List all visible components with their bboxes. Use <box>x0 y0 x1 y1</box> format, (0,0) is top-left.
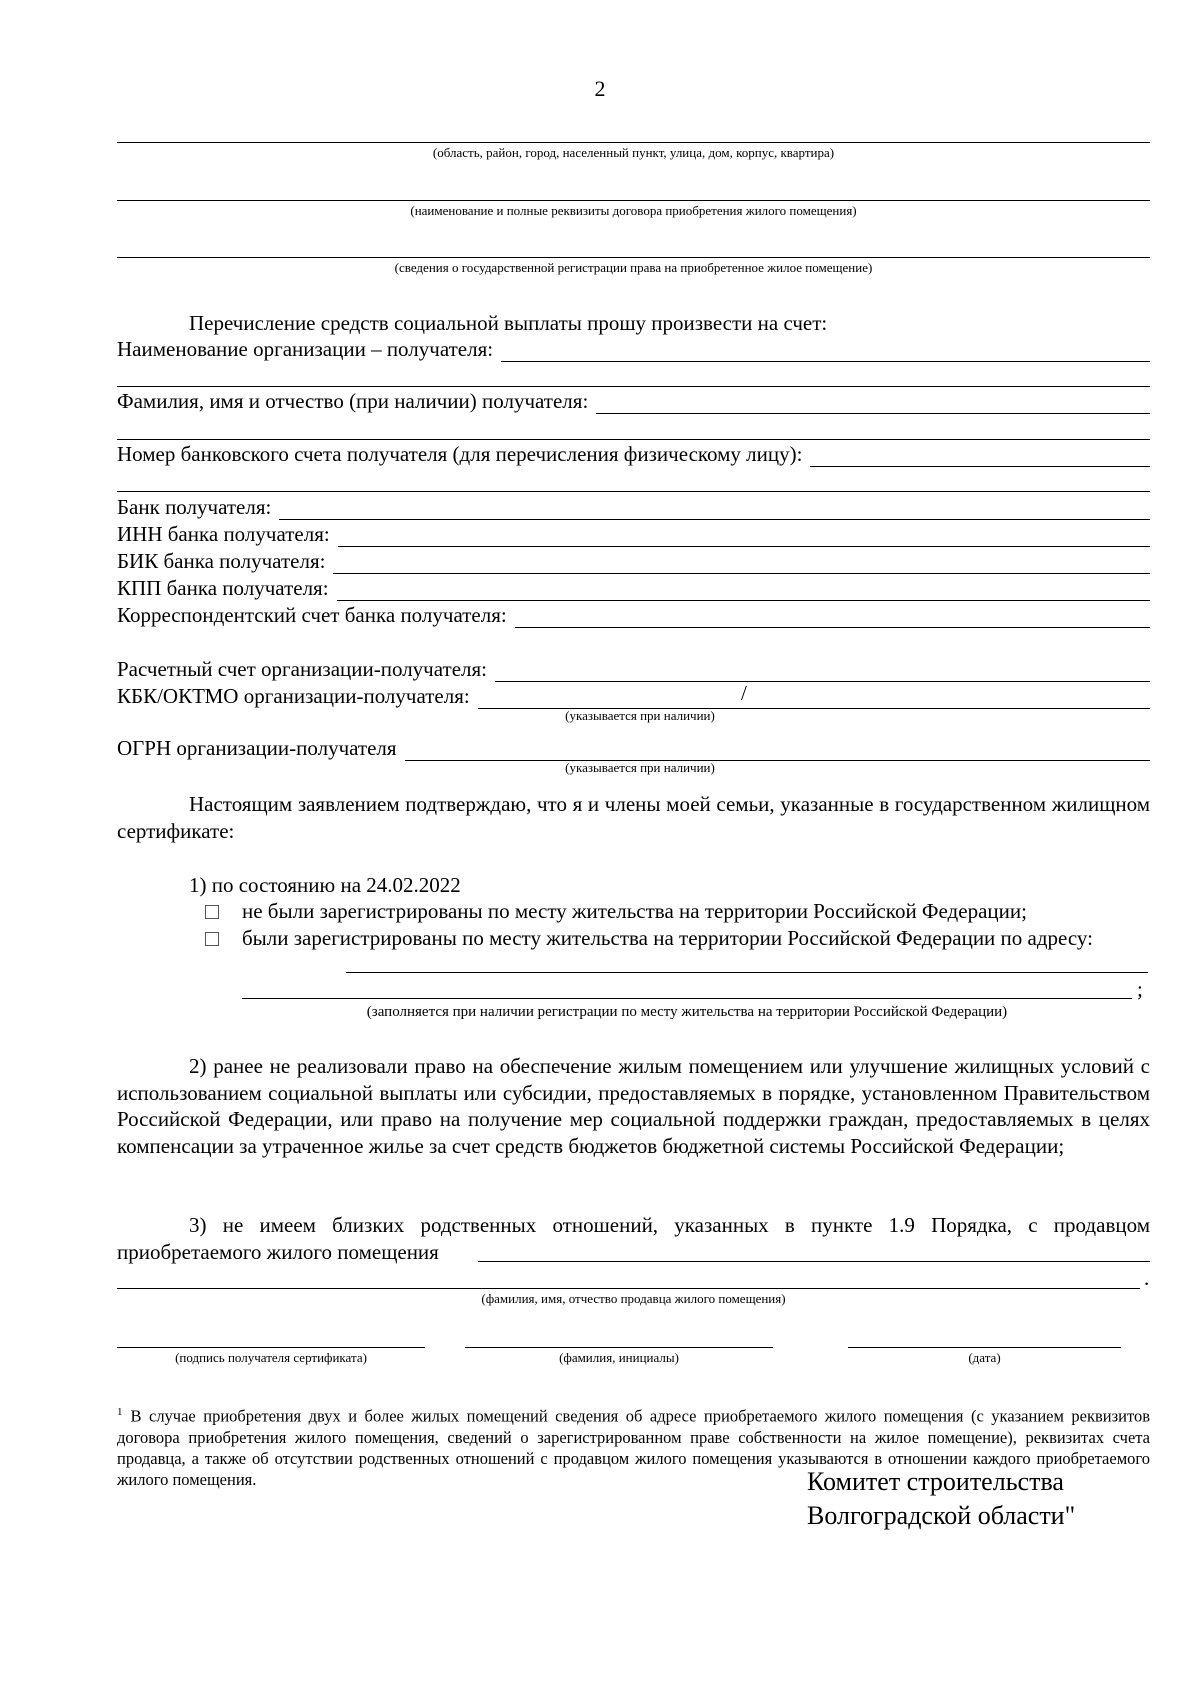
footnote-text: В случае приобретения двух и более жилых помещений сведения об адресе приобретаемого жилого помещения (с указанием реквизитов договора приобретения жилого помещения, сведений о зарегистрированном праве собственности на жилое помещение), реквизитах счета продавца, а также об отсутствии родственных отношений с продавцом жилого помещения указываются в отношении каждого приобретаемого жилого помещения. <box>117 1406 1150 1489</box>
contract-caption: (наименование и полные реквизиты договора приобретения жилого помещения) <box>410 203 857 218</box>
footnote-marker: 1 <box>117 1406 123 1418</box>
ogrn-field <box>117 735 1150 761</box>
bank-account-extra-line[interactable] <box>117 491 1150 492</box>
recipient-fio-extra-line[interactable] <box>117 439 1150 440</box>
address-line[interactable] <box>117 142 1150 143</box>
registration-address-caption: (заполняется при наличии регистрации по месту жительства на территории Российской Федерации) <box>366 1004 1008 1020</box>
bank-account-input[interactable] <box>810 446 1150 467</box>
org-name-label: Наименование организации – получателя: <box>117 337 494 361</box>
bank-input[interactable] <box>279 499 1150 520</box>
inn-field <box>117 521 1150 547</box>
registration-caption: (сведения о государственной регистрации права на приобретенное жилое помещение) <box>394 260 873 275</box>
item1-heading: 1) по состоянию на 24.02.2022 <box>189 873 461 897</box>
corr-account-input[interactable] <box>515 607 1150 628</box>
org-name-input[interactable] <box>501 341 1150 362</box>
page-number: 2 <box>594 76 606 101</box>
bank-account-label: Номер банковского счета получателя (для перечисления физическому лицу): <box>117 442 803 466</box>
ogrn-caption: (указывается при наличии) <box>565 760 715 775</box>
transfer-intro: Перечисление средств социальной выплаты прошу произвести на счет: <box>189 311 828 335</box>
org-name-extra-line[interactable] <box>117 386 1150 387</box>
signature-line[interactable] <box>117 1347 425 1348</box>
address-caption: (область, район, город, населенный пункт, улица, дом, корпус, квартира) <box>432 145 835 160</box>
corr-account-field <box>117 602 1150 628</box>
date-line[interactable] <box>848 1347 1121 1348</box>
item3-text: 3) не имеем близких родственных отношений, указанных в пункте 1.9 Порядка, с продавцом приобретаемого жилого помещения <box>117 1213 1150 1264</box>
signature-caption: (подпись получателя сертификата) <box>175 1350 367 1365</box>
name-caption: (фамилия, инициалы) <box>559 1350 679 1365</box>
ogrn-input[interactable] <box>405 740 1150 761</box>
kbk-oktmo-separator: / <box>741 681 747 705</box>
option-not-registered-label: не были зарегистрированы по месту жительства на территории Российской Федерации; <box>242 899 1027 923</box>
org-name-field <box>117 336 1150 362</box>
settlement-account-field <box>117 656 1150 682</box>
bank-field <box>117 494 1150 520</box>
kbk-oktmo-caption: (указывается при наличии) <box>565 708 715 723</box>
recipient-fio-label: Фамилия, имя и отчество (при наличии) получателя: <box>117 389 589 413</box>
address-fill-line[interactable] <box>346 972 1148 973</box>
inn-label: ИНН банка получателя: <box>117 522 330 546</box>
address-fill-line-2[interactable] <box>242 998 1132 999</box>
option-registered-label: были зарегистрированы по месту жительства на территории Российской Федерации по адресу: <box>242 926 1093 950</box>
kpp-label: КПП банка получателя: <box>117 576 329 600</box>
kbk-oktmo-label: КБК/ОКТМО организации-получателя: <box>117 684 470 708</box>
kbk-oktmo-input[interactable] <box>478 688 1150 709</box>
contract-line[interactable] <box>117 200 1150 201</box>
inn-input[interactable] <box>338 526 1150 547</box>
date-caption: (дата) <box>968 1350 1001 1365</box>
checkbox-registered[interactable] <box>205 932 219 946</box>
organization-name: Комитет строительства Волгоградской области" <box>807 1467 1076 1530</box>
bik-input[interactable] <box>333 553 1150 574</box>
kpp-field <box>117 575 1150 601</box>
corr-account-label: Корреспондентский счет банка получателя: <box>117 603 507 627</box>
bik-field <box>117 548 1150 574</box>
address-line-end: ; <box>1137 977 1143 1001</box>
item2-text: 2) ранее не реализовали право на обеспечение жилым помещением или улучшение жилищных условий с использованием социальной выплаты или субсидии, предоставляемых в порядке, установленном Правительством Российской Федерации, или право на получение мер социальной поддержки граждан, предоставляемых в целях компенсации за утраченное жилье за счет средств бюджетов бюджетной системы Российской Федерации; <box>117 1054 1150 1158</box>
seller-line-end: . <box>1144 1266 1150 1290</box>
settlement-account-input[interactable] <box>495 661 1150 682</box>
recipient-fio-field <box>117 388 1150 414</box>
seller-line-2[interactable] <box>117 1288 1140 1289</box>
kbk-oktmo-field <box>117 683 1150 709</box>
checkbox-not-registered[interactable] <box>205 905 219 919</box>
ogrn-label: ОГРН организации-получателя <box>117 736 397 760</box>
registration-line[interactable] <box>117 257 1150 258</box>
seller-line-1[interactable] <box>478 1261 1150 1262</box>
bank-account-field <box>117 441 1150 467</box>
recipient-fio-input[interactable] <box>596 393 1150 414</box>
option-not-registered <box>205 898 1150 925</box>
option-registered <box>205 925 1150 952</box>
settlement-account-label: Расчетный счет организации-получателя: <box>117 657 487 681</box>
name-line[interactable] <box>465 1347 773 1348</box>
bik-label: БИК банка получателя: <box>117 549 326 573</box>
confirm-intro: Настоящим заявлением подтверждаю, что я и члены моей семьи, указанные в государственном жилищном сертификате: <box>117 792 1150 843</box>
seller-caption: (фамилия, имя, отчество продавца жилого помещения) <box>481 1291 786 1306</box>
kpp-input[interactable] <box>337 580 1150 601</box>
bank-label: Банк получателя: <box>117 495 272 519</box>
